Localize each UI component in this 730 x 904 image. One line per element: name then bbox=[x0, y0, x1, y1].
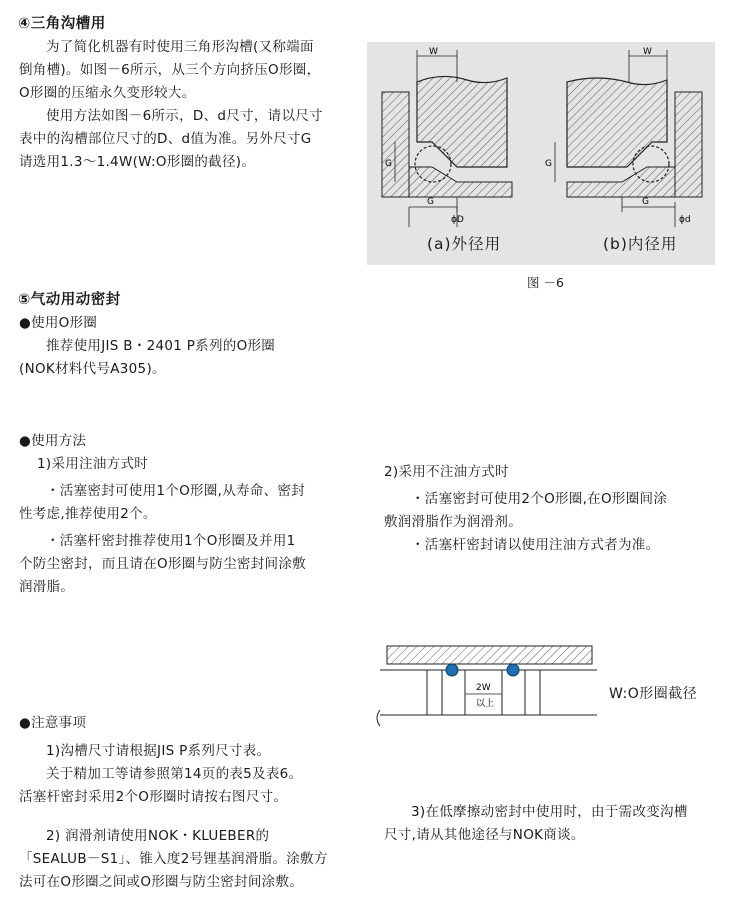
two-oring-diagram bbox=[372, 640, 602, 730]
section5-heading: ⑤气动用动密封 bbox=[18, 292, 121, 308]
section4-text bbox=[19, 36, 359, 174]
method2-line: 敷润滑脂作为润滑剂。 bbox=[384, 514, 522, 530]
oring-right bbox=[507, 664, 519, 676]
method2-block bbox=[384, 461, 714, 557]
dim-g-b: G bbox=[545, 159, 552, 169]
dim-g-a: G bbox=[385, 159, 392, 169]
use-title: ●使用O形圈 bbox=[19, 315, 98, 331]
section4-line: 倒角槽)。如图－6所示，从三个方向挤压O形圈， bbox=[19, 62, 321, 78]
note1b-line: 关于精加工等请参照第14页的表5及表6。 bbox=[46, 766, 303, 782]
section4-heading: ④三角沟槽用 bbox=[18, 16, 106, 32]
notes-title: ●注意事项 bbox=[19, 715, 87, 731]
use-line: (NOK材料代号A305)。 bbox=[19, 361, 166, 377]
use-line: 推荐使用JIS B・2401 P系列的O形圈 bbox=[46, 338, 276, 354]
figure-caption: 图 －6 bbox=[527, 275, 564, 290]
method-block bbox=[19, 430, 359, 599]
use-block bbox=[19, 312, 359, 381]
note3-line: 尺寸,请从其他途径与NOK商谈。 bbox=[384, 827, 585, 843]
section4-line: O形圈的压缩永久变形较大。 bbox=[19, 85, 196, 101]
note3-block bbox=[384, 801, 714, 847]
method2-line: ・活塞密封可使用2个O形圈,在O形圈间涂 bbox=[411, 491, 668, 507]
figure-6 bbox=[367, 42, 715, 265]
method1-title: 1)采用注油方式时 bbox=[37, 456, 149, 472]
diagram-a bbox=[382, 50, 512, 227]
method1-line: ・活塞密封可使用1个O形圈,从寿命、密封 bbox=[46, 483, 306, 499]
dim-2w: 2W bbox=[476, 683, 491, 693]
section4-line: 使用方法如图－6所示，D、d尺寸，请以尺寸 bbox=[46, 108, 323, 124]
dim-g-a2: G bbox=[427, 197, 434, 207]
dim-d: ϕd bbox=[679, 215, 691, 225]
dim-g-b2: G bbox=[642, 197, 649, 207]
oring-label: W:O形圈截径 bbox=[609, 686, 698, 702]
dim-w-b: W bbox=[643, 47, 652, 57]
method1-line: 润滑脂。 bbox=[19, 579, 75, 595]
diagram-b bbox=[555, 50, 702, 227]
method-title: ●使用方法 bbox=[19, 433, 87, 449]
dim-2w-sub: 以上 bbox=[476, 699, 495, 709]
note3-line: 3)在低摩擦动密封中使用时，由于需改变沟槽 bbox=[411, 804, 688, 820]
note2-line: 法可在O形圈之间或O形圈与防尘密封间涂敷。 bbox=[19, 874, 304, 890]
dim-w-a: W bbox=[429, 47, 438, 57]
dim-D: ϕD bbox=[451, 215, 464, 225]
method2-title: 2)采用不注油方式时 bbox=[384, 464, 509, 480]
method1-line: ・活塞杆密封推荐使用1个O形圈及并用1 bbox=[46, 533, 296, 549]
notes-block bbox=[19, 712, 364, 894]
section4-line: 为了简化机器有时使用三角形沟槽(又称端面 bbox=[46, 39, 314, 55]
note2-line: 2) 润滑剂请使用NOK・KLUEBER的 bbox=[46, 828, 270, 844]
note1b-line: 活塞杆密封采用2个O形圈时请按右图尺寸。 bbox=[19, 789, 288, 805]
method1-line: 个防尘密封，而且请在O形圈与防尘密封间涂敷 bbox=[19, 556, 306, 572]
note2-line: 「SEALUB－S1」、锥入度2号锂基润滑脂。涂敷方 bbox=[19, 851, 328, 867]
method2-line: ・活塞杆密封请以使用注油方式者为准。 bbox=[411, 537, 660, 553]
method1-line: 性考虑,推荐使用2个。 bbox=[19, 506, 157, 522]
note1: 1)沟槽尺寸请根据JIS P系列尺寸表。 bbox=[46, 743, 271, 759]
figure-label-b: (b)内径用 bbox=[603, 235, 678, 253]
section4-line: 表中的沟槽部位尺寸的D、d值为准。另外尺寸G bbox=[19, 131, 312, 147]
figure-label-a: (a)外径用 bbox=[427, 235, 502, 253]
oring-left bbox=[446, 664, 458, 676]
section4-line: 请选用1.3～1.4W(W:O形圈的截径)。 bbox=[19, 154, 256, 170]
